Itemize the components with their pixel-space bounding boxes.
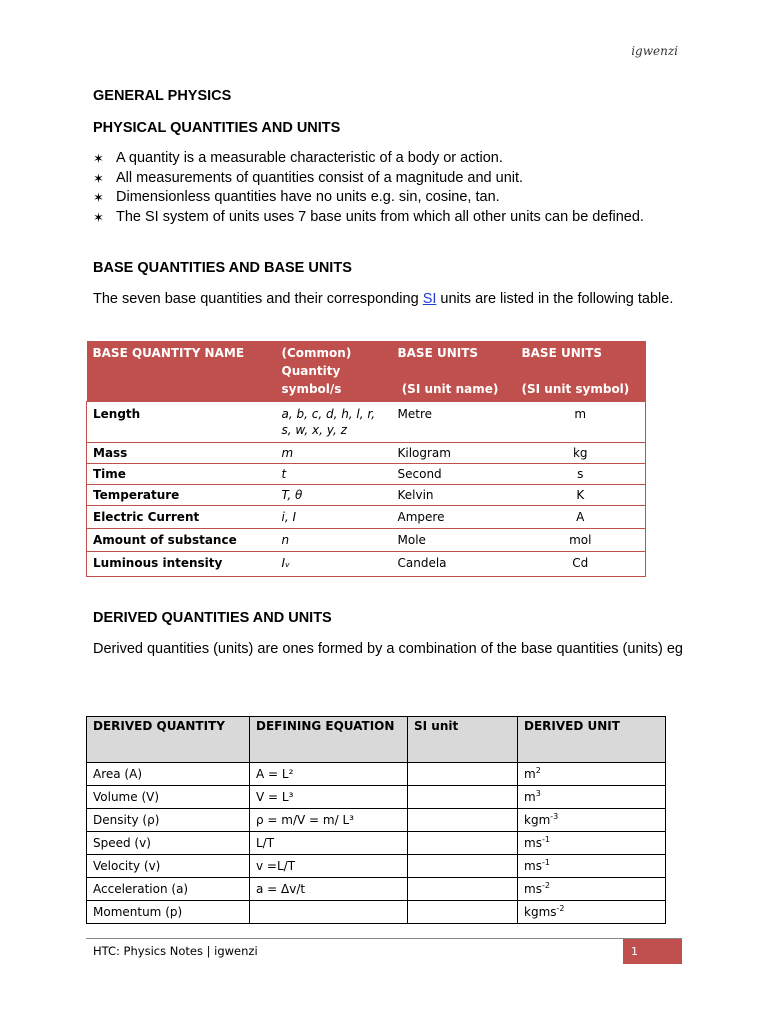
si-link[interactable]: SI: [422, 291, 437, 307]
star-bullet-icon: ✶: [93, 170, 104, 186]
list-item: ✶ The SI system of units uses 7 base units from which all other units can be defined.: [93, 208, 653, 228]
table-row: Temperature T, θ Kelvin K: [87, 485, 646, 506]
star-bullet-icon: ✶: [93, 190, 104, 205]
bullet-list: [93, 149, 653, 227]
base-units-table: [86, 341, 646, 577]
base-intro-paragraph: The seven base quantities and their corresponding SI units are listed in the following table.: [93, 291, 674, 307]
table-row: Volume (V) V = L³ $m^3$: [87, 786, 666, 809]
header-si-unit-name: BASE UNITS (SI unit name): [392, 341, 516, 402]
list-item: ✶ A quantity is a measurable characteristic of a body or action.: [93, 149, 653, 169]
table-row: Time t Second s: [87, 464, 646, 485]
footer-text: HTC: Physics Notes | igwenzi: [93, 944, 258, 958]
table-row: Acceleration (a) a = Δv/t $ms^{-2}$: [87, 878, 666, 901]
header-defining-equation: DEFINING EQUATION: [250, 717, 408, 763]
header-quantity-symbol: (Common) Quantity symbol/s: [276, 341, 392, 402]
table-row: Density (ρ) ρ = m/V = m/ L³ kgm$^{-3}$: [87, 809, 666, 832]
title-base-quantities: BASE QUANTITIES AND BASE UNITS: [93, 260, 352, 276]
author-signature: igwenzi: [631, 44, 678, 58]
list-item: ✶ All measurements of quantities consist of a magnitude and unit.: [93, 169, 653, 189]
list-item: ✶ Dimensionless quantities have no units e.g. sin, cosine, tan.: [93, 188, 653, 208]
table-row: Speed (v) L/T $ms^{-1}$: [87, 832, 666, 855]
table-row: Length a, b, c, d, h, l, r, s, w, x, y, z Metre m: [87, 402, 646, 443]
title-physical-quantities: PHYSICAL QUANTITIES AND UNITS: [93, 120, 341, 136]
table-row: Electric Current i, I Ampere A: [87, 506, 646, 529]
header-base-quantity-name: BASE QUANTITY NAME: [87, 341, 276, 402]
table-row: Amount of substance n Mole mol: [87, 529, 646, 552]
star-bullet-icon: ✶: [93, 209, 104, 225]
page-number: 1: [623, 939, 682, 964]
header-derived-quantity: DERIVED QUANTITY: [87, 717, 250, 763]
table-row: Mass m Kilogram kg: [87, 443, 646, 464]
table-row: Luminous intensity Iᵥ Candela Cd: [87, 552, 646, 577]
derived-intro-paragraph: Derived quantities (units) are ones formed by a combination of the base quantities (units) eg: [93, 641, 683, 657]
title-derived-quantities: DERIVED QUANTITIES AND UNITS: [93, 610, 332, 626]
table-row: Area (A) A = L² $m^2$: [87, 763, 666, 786]
header-si-unit-symbol: BASE UNITS (SI unit symbol): [516, 341, 646, 402]
header-derived-unit: DERIVED UNIT: [518, 717, 666, 763]
table-row: Momentum (p) kgms$^{-2}$: [87, 901, 666, 924]
footer-divider: [86, 938, 682, 939]
title-general-physics: GENERAL PHYSICS: [93, 88, 232, 104]
table-row: Velocity (v) v =L/T $ms^{-1}$: [87, 855, 666, 878]
derived-units-table: [86, 716, 666, 924]
star-bullet-icon: ✶: [93, 151, 104, 166]
header-si-unit: SI unit: [408, 717, 518, 763]
